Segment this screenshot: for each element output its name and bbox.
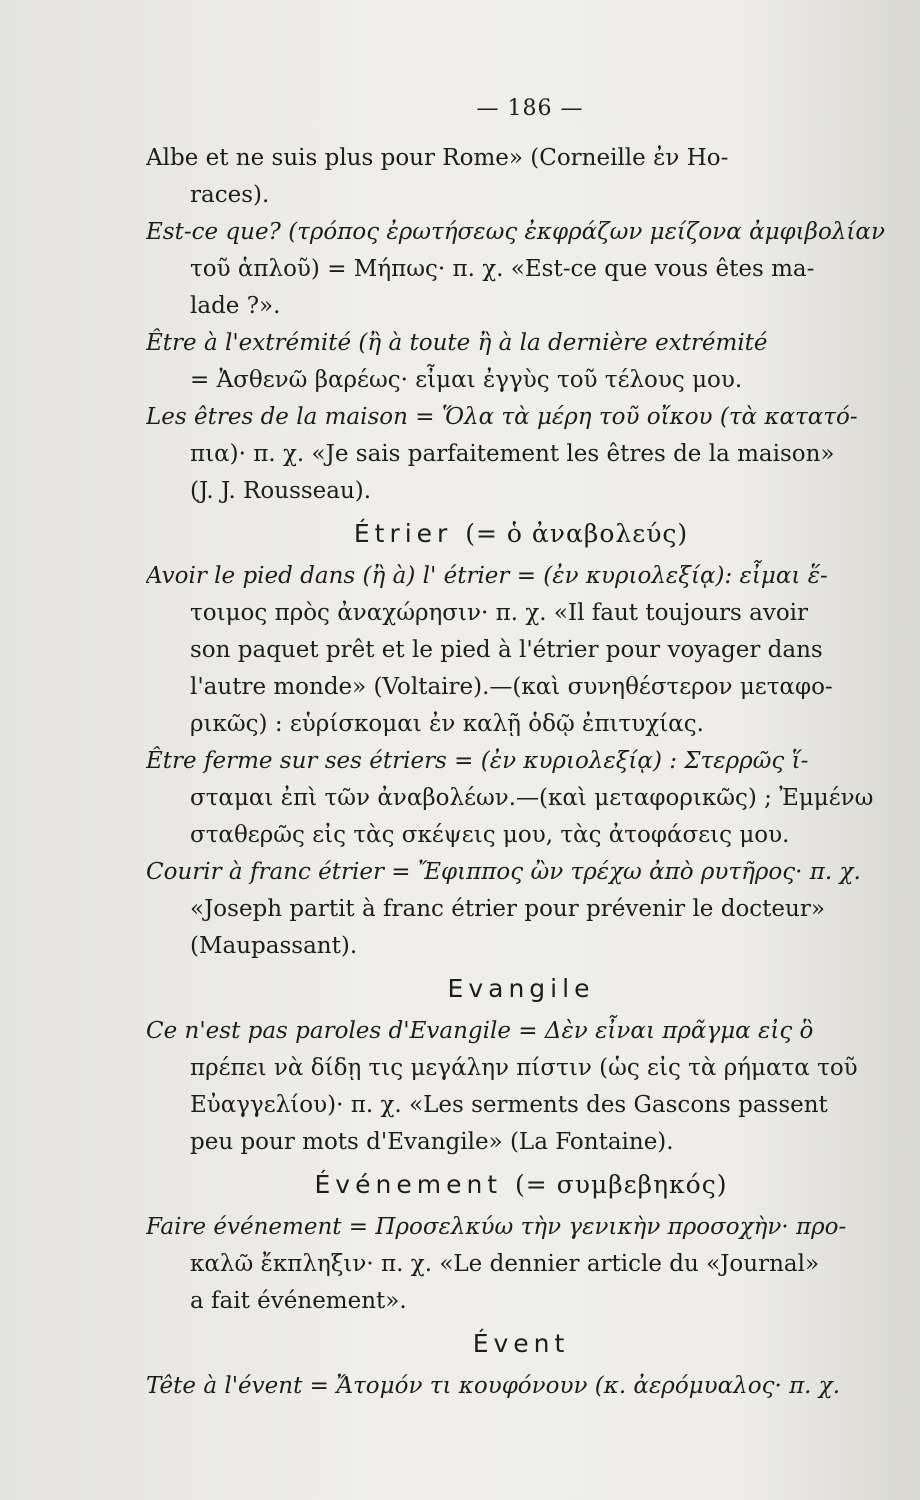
entry-line: πια)· π. χ. «Je sais parfaitement les êtres de la maison»	[190, 441, 835, 467]
entry-line: ρικῶς) : εὑρίσκομαι ἐν καλῇ ὁδῷ ἐπιτυχίας.	[190, 711, 704, 737]
entry-line: (J. J. Rousseau).	[190, 478, 372, 504]
heading-word: Étrier	[353, 519, 453, 548]
entry-term: Tête à l'évent = Ἄτομόν τι κουφόνουν (κ. ἀερόμυαλος· π. χ.	[146, 1373, 841, 1399]
entry-term: Ce n'est pas paroles d'Evangile = Δὲν εἶναι πρᾶγμα εἰς ὃ	[146, 1018, 814, 1044]
dictionary-text	[146, 140, 896, 1405]
section-heading-etrier	[146, 514, 896, 554]
entry-courir	[146, 854, 896, 965]
entry-line: τοιμος πρὸς ἀναχώρησιν· π. χ. «Il faut toujours avoir	[190, 600, 809, 626]
entry-line: l'autre monde» (Voltaire).—(καὶ συνηθέστερον μεταφο-	[190, 674, 833, 700]
section-heading-event	[146, 1324, 896, 1364]
entry-term: Être à l'extrémité (ἢ à toute ἢ à la dernière extrémité	[146, 330, 768, 356]
entry-line: πρέπει νὰ δίδῃ τις μεγάλην πίστιν (ὡς εἰς τὰ ρήματα τοῦ	[190, 1055, 858, 1081]
entry-term: Être ferme sur ses étriers = (ἐν κυριολεξίᾳ) : Στερρῶς ἵ-	[146, 748, 809, 774]
heading-word: Evangile	[447, 974, 595, 1003]
entry-tete-event	[146, 1368, 896, 1405]
entry-avoir-pied	[146, 558, 896, 743]
entry-line: lade ?».	[190, 293, 281, 319]
entry-faire-evenement	[146, 1209, 896, 1320]
entry-line: peu pour mots d'Evangile» (La Fontaine).	[190, 1129, 674, 1155]
entry-line: «Joseph partit à franc étrier pour prévenir le docteur»	[190, 896, 825, 922]
entry-etre-extremite	[146, 325, 896, 399]
entry-line: καλῶ ἔκπληξιν· π. χ. «Le dennier article du «Journal»	[190, 1251, 820, 1277]
entry-est-ce-que	[146, 214, 896, 325]
entry-term: Courir à franc étrier = Ἔφιππος ὢν τρέχω ἀπὸ ρυτῆρος· π. χ.	[146, 859, 861, 885]
heading-gloss: (= ὁ ἀναβολεύς)	[465, 519, 689, 548]
heading-word: Événement	[314, 1170, 503, 1199]
entry-term: Avoir le pied dans (ἢ à) l' étrier = (ἐν κυριολεξίᾳ): εἶμαι ἕ-	[146, 563, 828, 589]
entry-line: σταθερῶς εἰς τὰς σκέψεις μου, τὰς ἀτοφάσεις μου.	[190, 822, 790, 848]
entry-line: τοῦ ἁπλοῦ) = Μήπως· π. χ. «Est-ce que vous êtes ma-	[190, 256, 815, 282]
entry-line: races).	[190, 182, 270, 208]
section-heading-evenement	[146, 1165, 896, 1205]
entry-term: Faire événement = Προσελκύω τὴν γενικὴν προσοχὴν· προ-	[146, 1214, 847, 1240]
page-number: — 186 —	[476, 96, 584, 121]
entry-line: σταμαι ἐπὶ τῶν ἀναβολέων.—(καὶ μεταφορικῶς) ; Ἐμμένω	[190, 785, 874, 811]
entry-term: Est-ce que? (τρόπος ἐρωτήσεως ἐκφράζων μείζονα ἀμφιβολίαν	[146, 219, 885, 245]
entry-line: Albe et ne suis plus pour Rome» (Corneille ἐν Ho-	[146, 145, 729, 171]
entry-term: Les êtres de la maison = Ὅλα τὰ μέρη τοῦ οἴκου (τὰ κατατό-	[146, 404, 858, 430]
entry-etres-maison	[146, 399, 896, 510]
section-heading-evangile	[146, 969, 896, 1009]
entry-etre-ferme	[146, 743, 896, 854]
heading-gloss: (= συμβεβηκός)	[515, 1170, 728, 1199]
heading-word: Évent	[472, 1329, 570, 1358]
entry-paroles-evangile	[146, 1013, 896, 1161]
entry-line: Εὐαγγελίου)· π. χ. «Les serments des Gascons passent	[190, 1092, 828, 1118]
entry-line: (Maupassant).	[190, 933, 358, 959]
entry-line: a fait événement».	[190, 1288, 407, 1314]
entry-albe	[146, 140, 896, 214]
entry-line: son paquet prêt et le pied à l'étrier pour voyager dans	[190, 637, 823, 663]
entry-line: = Ἀσθενῶ βαρέως· εἶμαι ἐγγὺς τοῦ τέλους μου.	[190, 367, 743, 393]
